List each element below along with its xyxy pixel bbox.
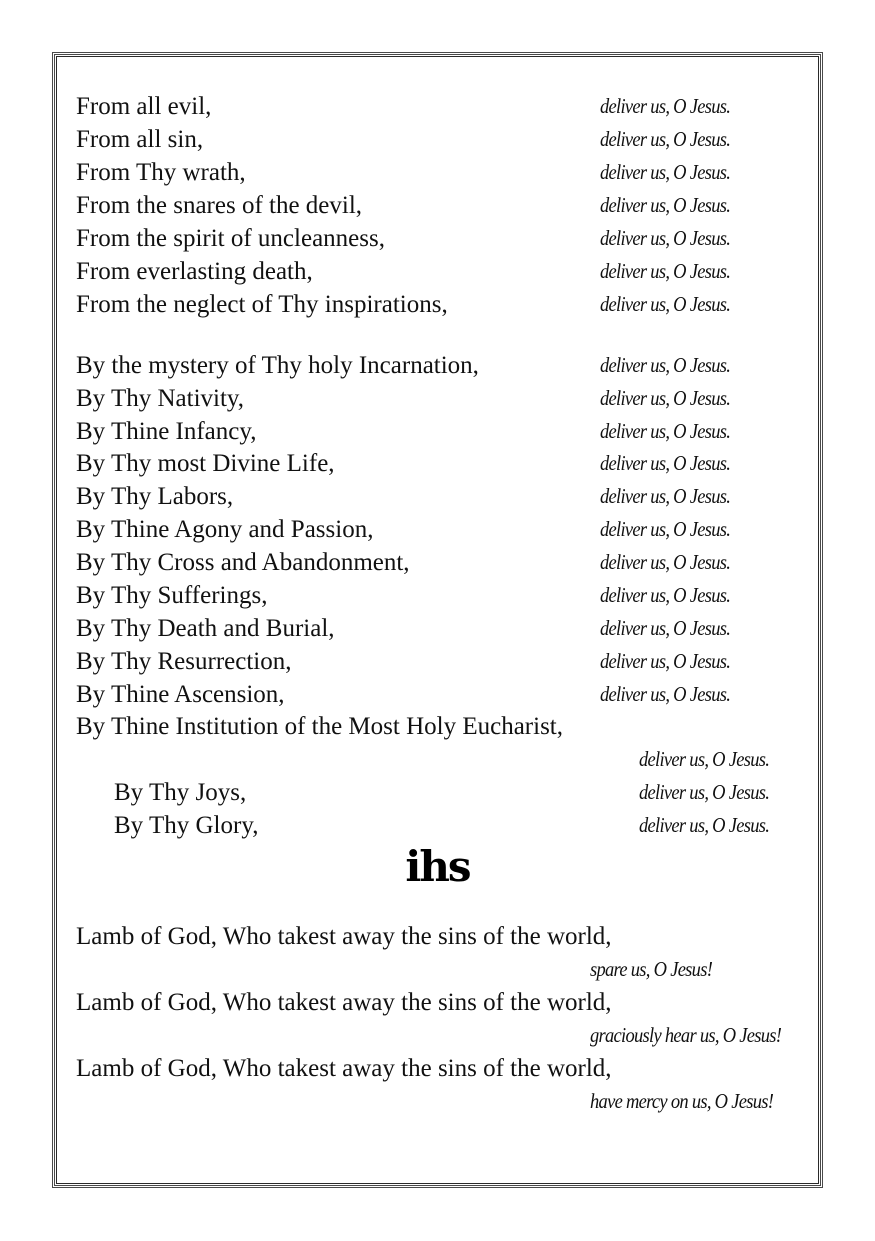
response-deliver: deliver us, O Jesus.	[600, 386, 731, 410]
invocation-from-sin: From all sin,	[76, 126, 204, 153]
response-deliver: deliver us, O Jesus.	[600, 127, 731, 151]
response-deliver: deliver us, O Jesus.	[600, 583, 731, 607]
invocation-by-divine-life: By Thy most Divine Life,	[76, 450, 335, 477]
invocation-by-ascension: By Thine Ascension,	[76, 681, 285, 708]
invocation-by-labors: By Thy Labors,	[76, 483, 234, 510]
response-deliver: deliver us, O Jesus.	[600, 616, 731, 640]
invocation-from-wrath: From Thy wrath,	[76, 159, 246, 186]
lamb-of-god-invocation: Lamb of God, Who takest away the sins of the world,	[76, 1055, 612, 1082]
invocation-by-eucharist: By Thine Institution of the Most Holy Eucharist,	[76, 713, 563, 740]
invocation-from-uncleanness: From the spirit of uncleanness,	[76, 225, 385, 252]
invocation-by-cross: By Thy Cross and Abandonment,	[76, 549, 410, 576]
response-deliver: deliver us, O Jesus.	[600, 353, 731, 377]
invocation-from-snares: From the snares of the devil,	[76, 192, 363, 219]
response-spare-us: spare us, O Jesus!	[590, 957, 713, 981]
invocation-by-glory: By Thy Glory,	[114, 812, 259, 839]
response-deliver: deliver us, O Jesus.	[600, 451, 731, 475]
invocation-from-evil: From all evil,	[76, 93, 212, 120]
invocation-by-death-burial: By Thy Death and Burial,	[76, 615, 335, 642]
invocation-from-neglect: From the neglect of Thy inspirations,	[76, 291, 448, 318]
response-deliver: deliver us, O Jesus.	[600, 226, 731, 250]
response-deliver: deliver us, O Jesus.	[600, 193, 731, 217]
invocation-by-joys: By Thy Joys,	[114, 779, 247, 806]
invocation-by-sufferings: By Thy Sufferings,	[76, 582, 268, 609]
invocation-from-death: From everlasting death,	[76, 258, 313, 285]
invocation-by-resurrection: By Thy Resurrection,	[76, 648, 292, 675]
invocation-by-agony: By Thine Agony and Passion,	[76, 516, 374, 543]
response-deliver: deliver us, O Jesus.	[639, 747, 770, 771]
response-deliver: deliver us, O Jesus.	[600, 484, 731, 508]
invocation-by-incarnation: By the mystery of Thy holy Incarnation,	[76, 352, 479, 379]
response-deliver: deliver us, O Jesus.	[639, 813, 770, 837]
invocation-by-infancy: By Thine Infancy,	[76, 418, 257, 445]
response-deliver: deliver us, O Jesus.	[600, 292, 731, 316]
response-deliver: deliver us, O Jesus.	[600, 94, 731, 118]
ihs-monogram: ihs	[405, 842, 470, 891]
response-deliver: deliver us, O Jesus.	[600, 259, 731, 283]
response-deliver: deliver us, O Jesus.	[600, 160, 731, 184]
lamb-of-god-invocation: Lamb of God, Who takest away the sins of the world,	[76, 923, 612, 950]
response-hear-us: graciously hear us, O Jesus!	[590, 1023, 782, 1047]
response-deliver: deliver us, O Jesus.	[639, 780, 770, 804]
lamb-of-god-invocation: Lamb of God, Who takest away the sins of the world,	[76, 989, 612, 1016]
response-deliver: deliver us, O Jesus.	[600, 419, 731, 443]
response-deliver: deliver us, O Jesus.	[600, 550, 731, 574]
invocation-by-nativity: By Thy Nativity,	[76, 385, 245, 412]
response-deliver: deliver us, O Jesus.	[600, 517, 731, 541]
response-have-mercy: have mercy on us, O Jesus!	[590, 1089, 774, 1113]
response-deliver: deliver us, O Jesus.	[600, 649, 731, 673]
response-deliver: deliver us, O Jesus.	[600, 682, 731, 706]
